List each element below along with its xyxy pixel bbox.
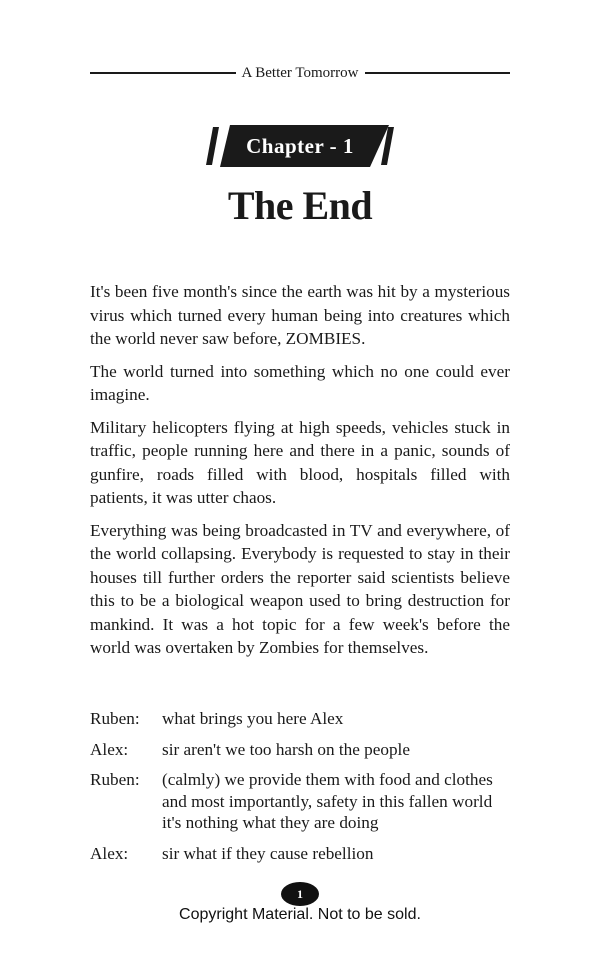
paragraph: It's been five month's since the earth was hit by a mysterious virus which turned every human being into creatures which the world never saw before, ZOMBIES.	[90, 282, 510, 348]
running-header	[90, 62, 510, 84]
dialogue-line	[90, 739, 510, 761]
chapter-title: The End	[227, 183, 373, 228]
header-rule-left	[90, 72, 236, 74]
speaker-name: Ruben:	[90, 770, 140, 789]
speaker-name: Alex:	[90, 843, 129, 863]
dialogue-line	[90, 843, 510, 865]
page-number: 1	[281, 882, 319, 906]
copyright-notice: Copyright Material. Not to be sold.	[179, 906, 421, 923]
chapter-label: Chapter - 1	[246, 133, 354, 158]
paragraph: Military helicopters flying at high speeds, vehicles stuck in traffic, people running here and there in a panic, sounds of gunfire, roads filled with blood, hospitals filled with patients, it was utter chaos.	[90, 417, 510, 507]
speech-text: sir what if they cause rebellion	[162, 843, 374, 863]
speech-text: (calmly) we provide them with food and clothes and most importantly, safety in this fallen world it's nothing what they are doing	[162, 770, 493, 832]
header-rule-right	[365, 72, 511, 74]
dialogue-line	[90, 708, 510, 730]
dialogue	[90, 708, 510, 873]
speaker-name: Ruben:	[90, 709, 140, 728]
book-title: A Better Tomorrow	[241, 64, 359, 81]
body-text	[90, 280, 510, 669]
speaker-name: Alex:	[90, 739, 129, 759]
speech-text: what brings you here Alex	[162, 709, 344, 728]
chapter-badge	[205, 121, 395, 171]
paragraph: Everything was being broadcasted in TV and everywhere, of the world collapsing. Everybody is requested to stay in their houses till further orders the reporter said scientists believe this to be a biological weapon used to bring destruction for mankind. It was a hot topic for a few week's before the world was overtaken by Zombies for themselves.	[90, 520, 510, 657]
speech-text: sir aren't we too harsh on the people	[162, 739, 410, 759]
dialogue-line	[90, 769, 510, 834]
paragraph: The world turned into something which no one could ever imagine.	[90, 361, 510, 404]
